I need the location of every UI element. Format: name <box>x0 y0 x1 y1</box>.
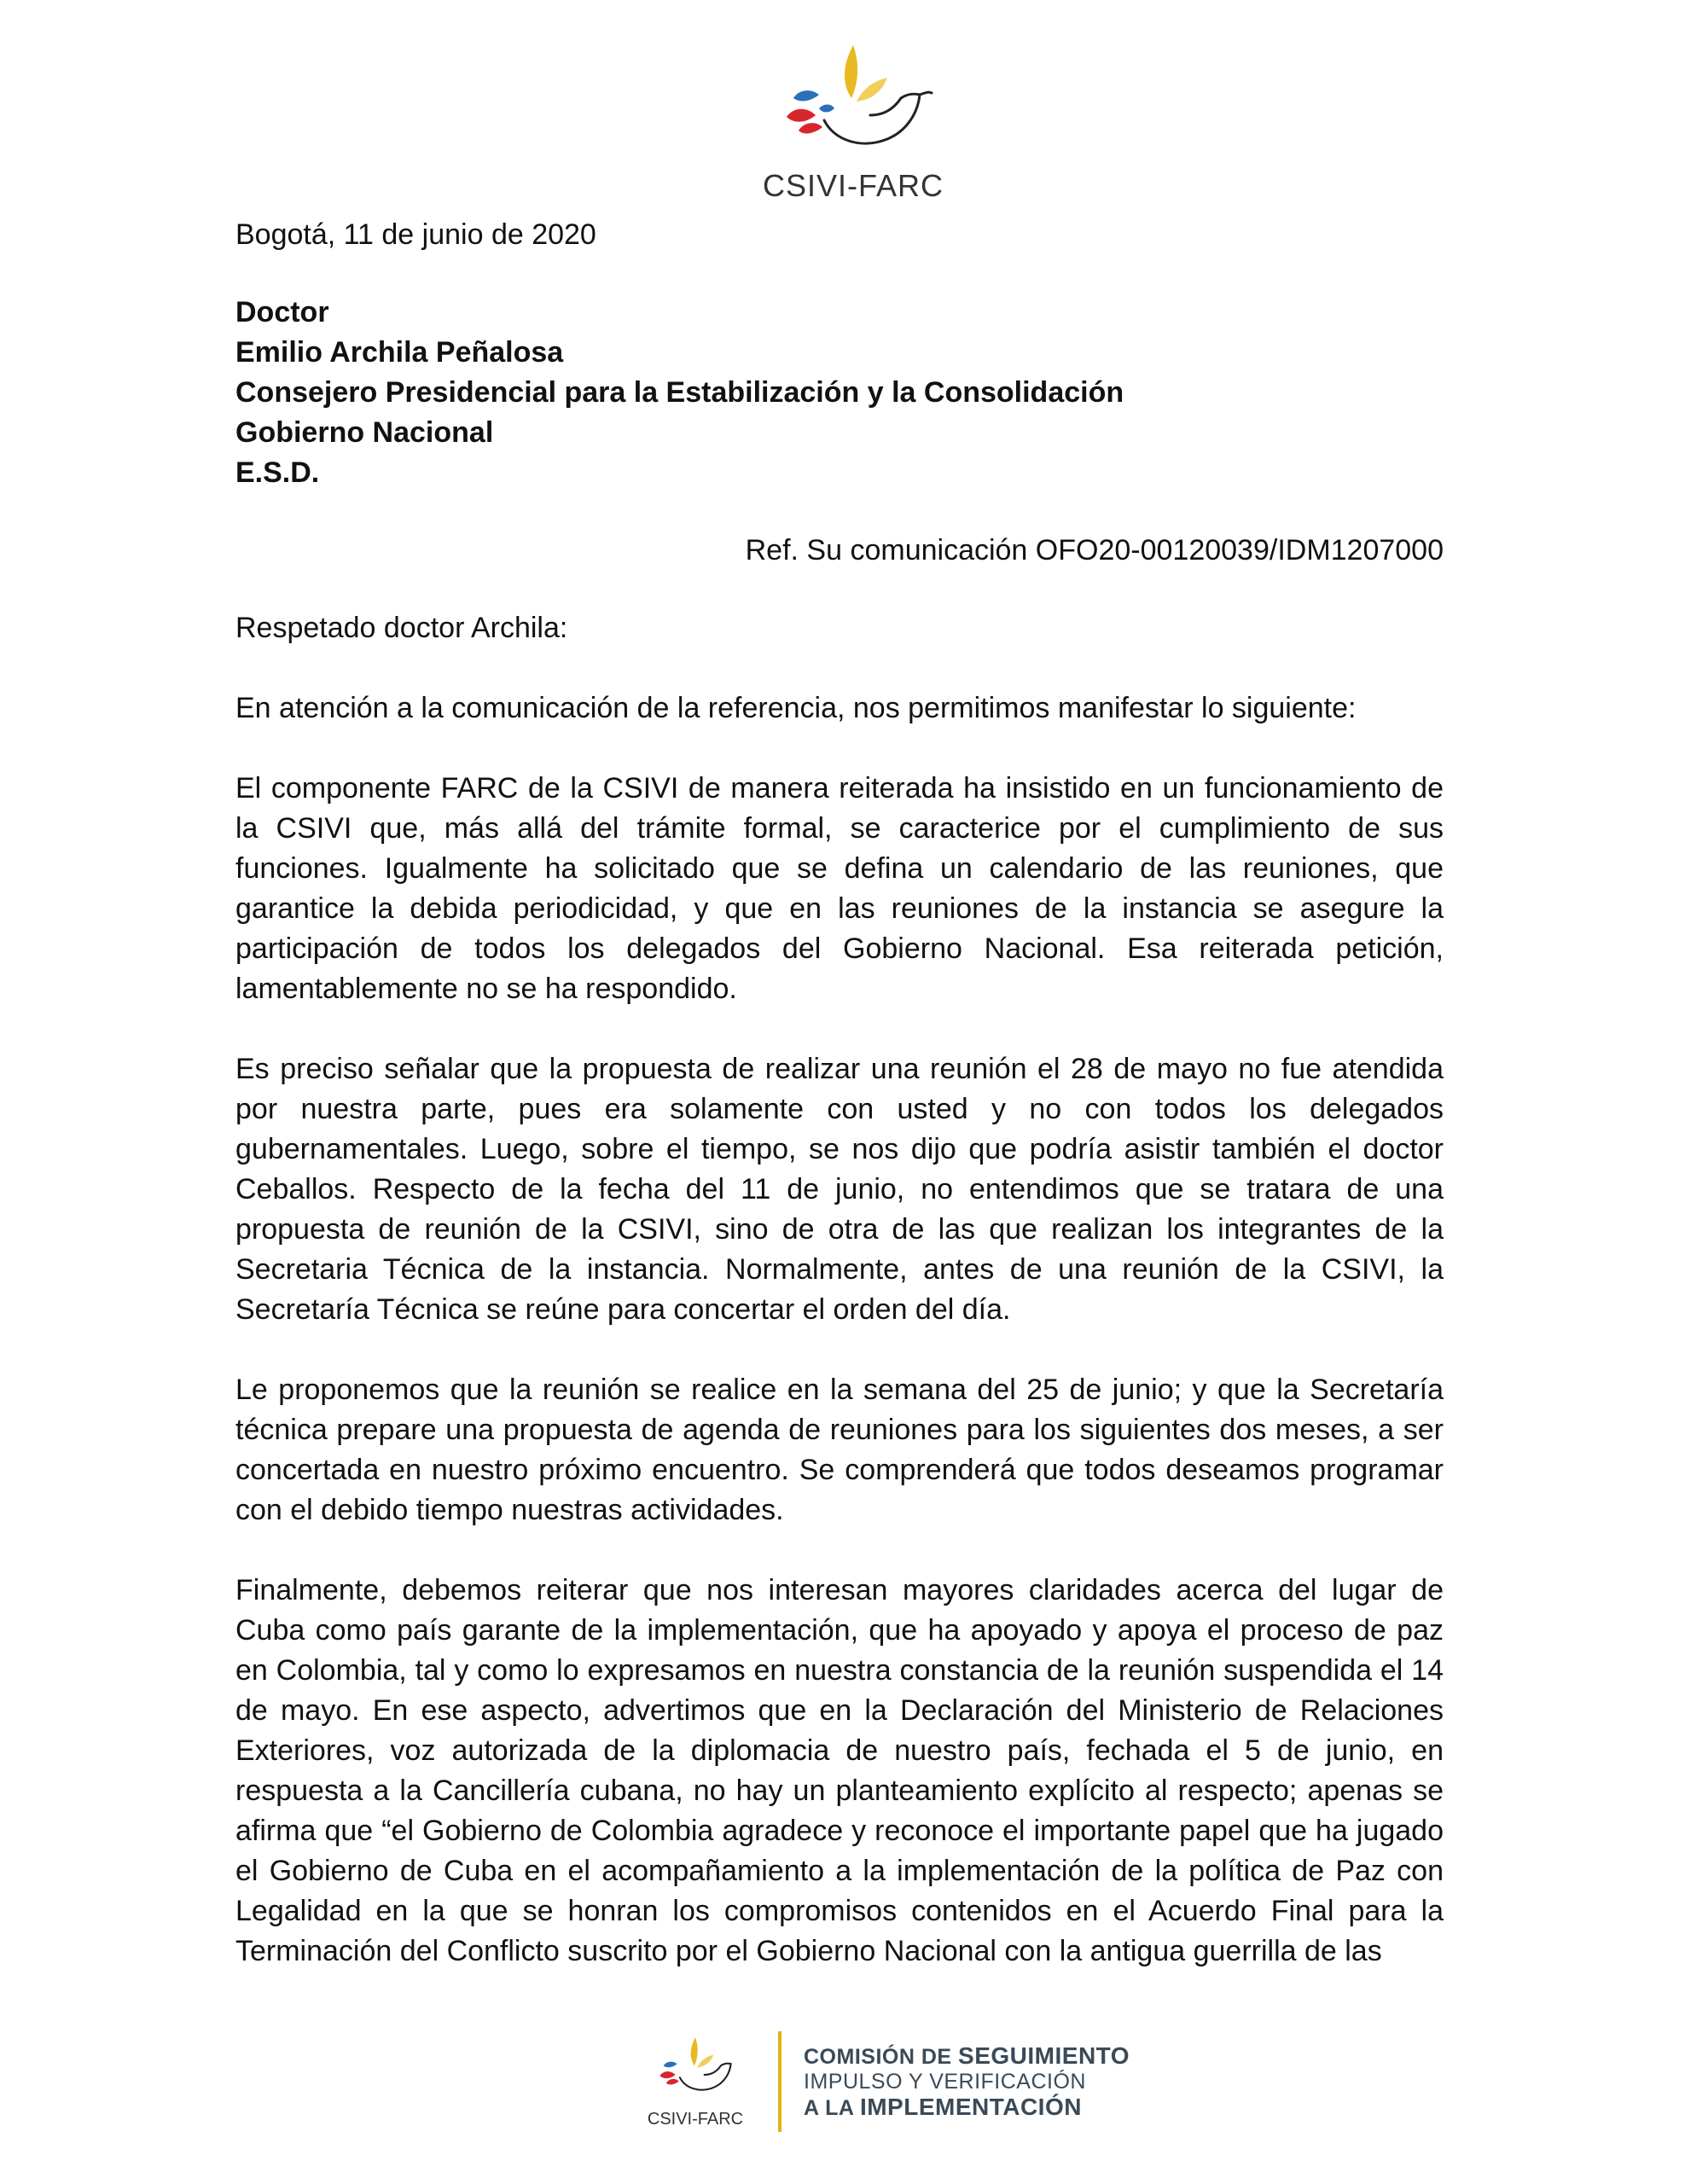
paragraph-cuba: Finalmente, debemos reiterar que nos interesan mayores claridades acerca del lugar de Cuba como país garante de la implementación, que ha apoyado y apoya el proceso de paz en Colombia, tal y como lo expresamos en nuestra constancia de la reunión suspendida el 14 de mayo. En ese aspecto, advertimos que en la Declaración del Ministerio de Relaciones Exteriores, voz autorizada de la diplomacia de nuestro país, fechada el 5 de junio, en respuesta a la Cancillería cubana, no hay un planteamiento explícito al respecto; apenas se afirma que “el Gobierno de Colombia agradece y reconoce el importante papel que ha jugado el Gobierno de Cuba en el acompañamiento a la implementación de la política de Paz con Legalidad en la que se honran los compromisos contenidos en el Acuerdo Final para la Terminación del Conflicto suscrito por el Gobierno Nacional con la antigua guerrilla de las <box>235 1574 1444 1967</box>
paragraph-new-proposal: Le proponemos que la reunión se realice en la semana del 25 de junio; y que la Secretaría técnica prepare una propuesta de agenda de reuniones para los siguientes dos meses, a ser concertada en nuestro próximo encuentro. Se comprenderá que todos deseamos programar con el debido tiempo nuestras actividades. <box>235 1374 1444 1526</box>
commission-line-2: IMPULSO Y VERIFICACIÓN <box>804 2069 1086 2094</box>
addressee-organization: Gobierno Nacional <box>235 416 494 449</box>
letter-body <box>235 215 1444 1972</box>
addressee-title: Doctor <box>235 296 329 328</box>
footer-logo <box>631 2034 759 2129</box>
dove-icon <box>768 38 938 166</box>
commission-line-1a: COMISIÓN DE <box>804 2044 952 2069</box>
footer <box>631 2022 1130 2141</box>
logo-caption: CSIVI-FARC <box>762 168 944 203</box>
commission-line-1b: SEGUIMIENTO <box>958 2042 1130 2069</box>
commission-name <box>804 2043 1130 2121</box>
csivi-farc-logo <box>751 38 956 204</box>
paragraph-meeting-proposals: Es preciso señalar que la propuesta de realizar una reunión el 28 de mayo no fue atendida por nuestra parte, pues era solamente con usted y no con todos los delegados gubernamentales. Luego, sobre el tiempo, se nos dijo que podría asistir también el doctor Ceballos. Respecto de la fecha del 11 de junio, no entendimos que se tratara de una propuesta de reunión de la CSIVI, sino de otra de las que realizan los integrantes de la Secretaria Técnica de la instancia. Normalmente, antes de una reunión de la CSIVI, la Secretaría Técnica se reúne para concertar el orden del día. <box>235 1053 1444 1326</box>
paragraph-csivi-functioning: El componente FARC de la CSIVI de manera reiterada ha insistido en un funcionamiento de la CSIVI que, más allá del trámite formal, se caracterice por el cumplimiento de sus funciones. Igualmente ha solicitado que se defina un calendario de las reuniones, que garantice la debida periodicidad, y que en las reuniones de la instancia se asegure la participación de todos los delegados del Gobierno Nacional. Esa reiterada petición, lamentablemente no se ha respondido. <box>235 772 1444 1005</box>
commission-line-3b: IMPLEMENTACIÓN <box>859 2093 1082 2120</box>
addressee-position: Consejero Presidencial para la Estabilización y la Consolidación <box>235 376 1124 409</box>
dove-icon <box>648 2034 742 2102</box>
commission-line-1 <box>804 2043 1130 2070</box>
addressee-name: Emilio Archila Peñalosa <box>235 336 564 369</box>
addressee-block <box>235 293 1444 493</box>
salutation: Respetado doctor Archila: <box>235 612 568 644</box>
letter-date: Bogotá, 11 de junio de 2020 <box>235 218 596 251</box>
footer-divider <box>778 2031 781 2132</box>
paragraph-intro: En atención a la comunicación de la referencia, nos permitimos manifestar lo siguiente: <box>235 692 1357 724</box>
addressee-esd: E.S.D. <box>235 456 320 489</box>
footer-logo-caption: CSIVI-FARC <box>647 2110 744 2129</box>
reference-line: Ref. Su comunicación OFO20-00120039/IDM1207000 <box>745 534 1444 566</box>
commission-line-3a: A LA <box>804 2095 854 2120</box>
commission-line-3 <box>804 2094 1130 2121</box>
